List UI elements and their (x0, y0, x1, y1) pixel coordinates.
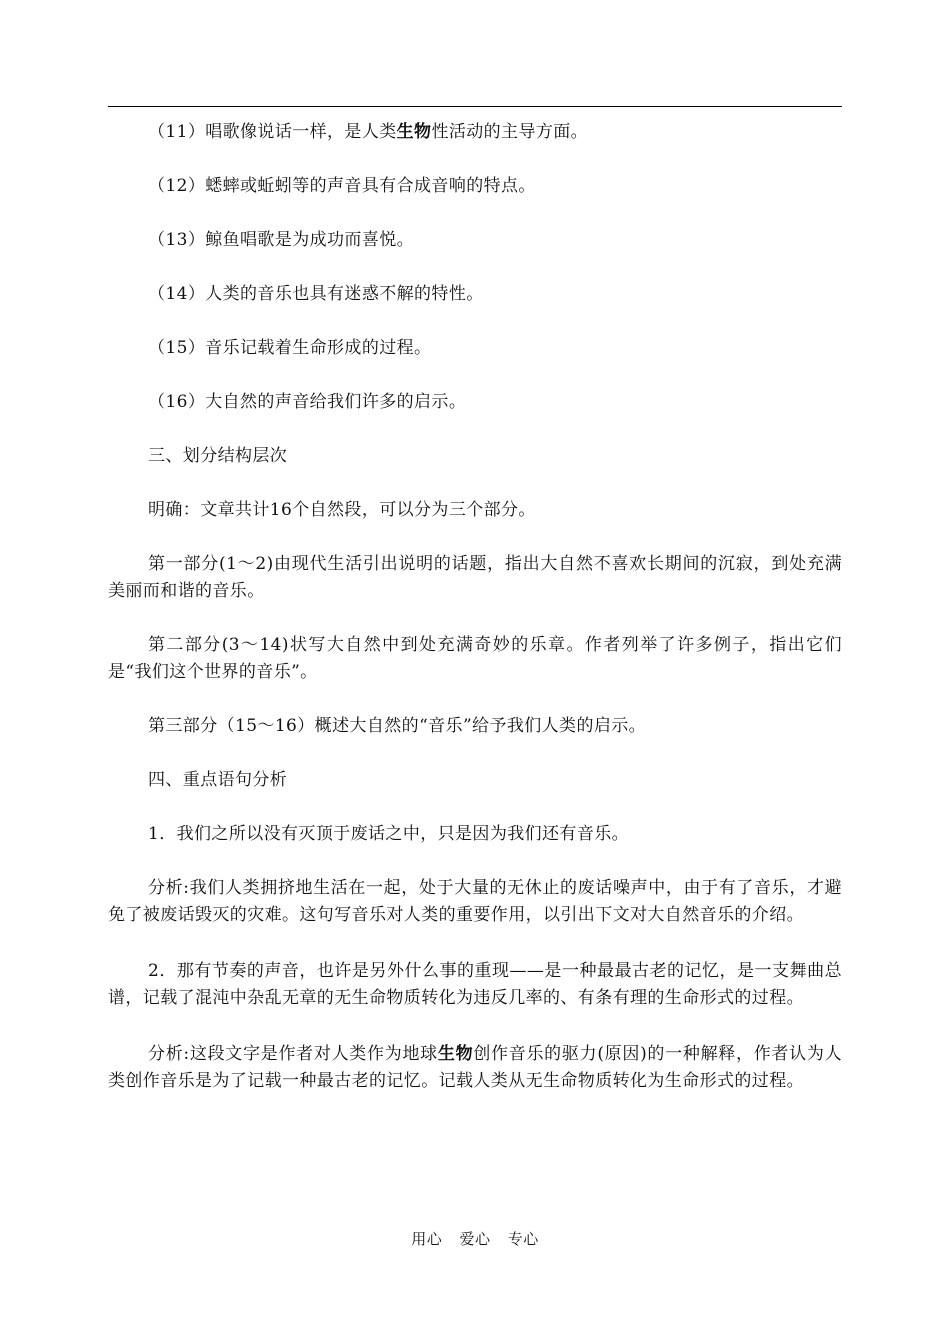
header-rule (108, 106, 842, 107)
footer-word: 专心 (507, 1230, 539, 1248)
paragraph-16: （16）大自然的声音给我们许多的启示。 (148, 392, 467, 412)
key-sentence-2: 2．那有节奏的声音，也许是另外什么事的重现——是一种最最古老的记忆，是一支舞曲总谱，记载了混沌中杂乱无章的无生命物质转化为违反几率的、有条有理的生命形式的过程。 (108, 961, 842, 1008)
paragraph-12: （12）蟋蟀或蚯蚓等的声音具有合成音响的特点。 (148, 176, 536, 196)
paragraph-11 (108, 119, 842, 146)
paragraph-15: （15）音乐记载着生命形成的过程。 (148, 338, 432, 358)
paragraph-text: 创作音乐的驱力(原因)的一种解释，作者认为人类创作音乐是为了记载一种最古老的记忆。记载人类从无生命物质转化为生命形式的过程。 (108, 1044, 842, 1091)
analysis-2 (108, 1041, 842, 1095)
paragraph-text: 性活动的主导方面。 (431, 122, 589, 142)
bold-term: 生物 (396, 122, 432, 142)
section-heading-structure: 三、划分结构层次 (148, 446, 288, 466)
footer-word: 用心 (411, 1230, 443, 1248)
paragraph-text: （11）唱歌像说话一样，是人类 (148, 122, 397, 142)
part-one: 第一部分(1～2)由现代生活引出说明的话题，指出大自然不喜欢长期间的沉寂，到处充满美丽而和谐的音乐。 (108, 554, 842, 601)
paragraph-14: （14）人类的音乐也具有迷惑不解的特性。 (148, 284, 484, 304)
part-two: 第二部分(3～14)状写大自然中到处充满奇妙的乐章。作者列举了许多例子，指出它们是“我们这个世界的音乐”。 (108, 635, 842, 682)
section-heading-analysis: 四、重点语句分析 (148, 770, 288, 790)
paragraph-text: 分析:这段文字是作者对人类作为地球 (148, 1044, 438, 1064)
document-body (108, 112, 842, 1095)
key-sentence-1: 1．我们之所以没有灭顶于废话之中，只是因为我们还有音乐。 (148, 824, 630, 844)
page-footer (0, 1228, 950, 1249)
bold-term: 生物 (437, 1044, 474, 1064)
paragraph-13: （13）鲸鱼唱歌是为成功而喜悦。 (148, 230, 415, 250)
analysis-1: 分析:我们人类拥挤地生活在一起，处于大量的无休止的废话噪声中，由于有了音乐，才避免了被废话毁灭的灾难。这句写音乐对人类的重要作用，以引出下文对大自然音乐的介绍。 (108, 878, 842, 925)
footer-word: 爱心 (459, 1230, 491, 1248)
part-three: 第三部分（15～16）概述大自然的“音乐”给予我们人类的启示。 (148, 716, 647, 736)
structure-summary: 明确：文章共计16个自然段，可以分为三个部分。 (148, 500, 536, 520)
